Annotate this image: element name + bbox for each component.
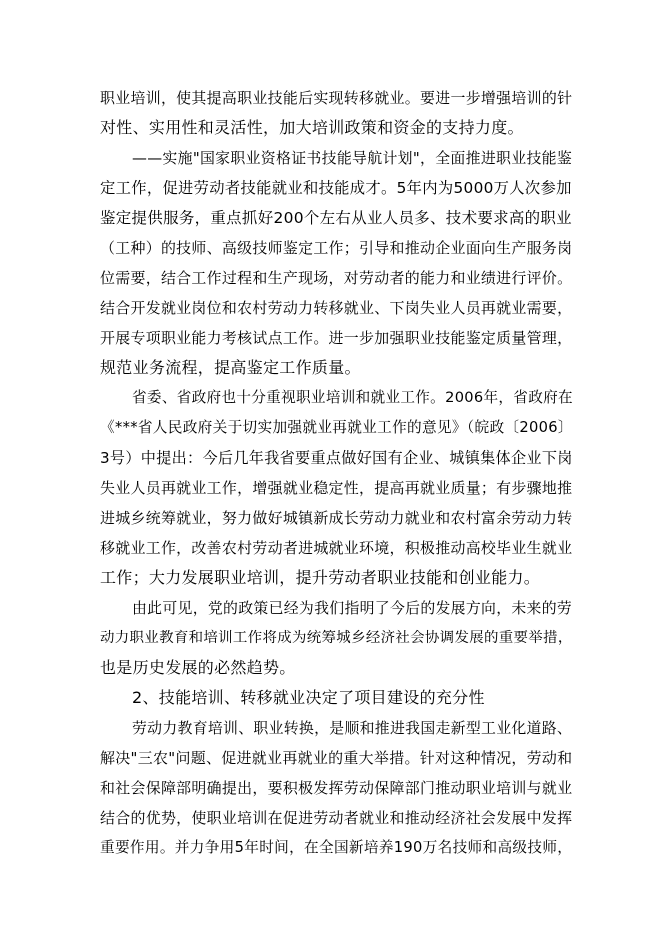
text-line: 结合开发就业岗位和农村劳动力转移就业、下岗失业人员再就业需要， xyxy=(100,299,573,317)
text-line: 解决"三农"问题、促进就业再就业的重大举措。针对这种情况，劳动和 xyxy=(100,749,573,767)
text-line: 《***省人民政府关于切实加强就业再就业工作的意见》（皖政〔2006〕 xyxy=(100,419,573,436)
text-line: 定工作，促进劳动者技能就业和技能成才。5年内为5000万人次参加 xyxy=(100,179,572,197)
text-line: 开展专项职业能力考核试点工作。进一步加强职业技能鉴定质量管理， xyxy=(100,329,573,347)
text-line: 劳动力教育培训、职业转换，是顺和推进我国走新型工业化道路、 xyxy=(132,719,573,737)
text-line: 位需要，结合工作过程和生产现场，对劳动者的能力和业绩进行评价。 xyxy=(100,269,573,287)
text-line: 动力职业教育和培训工作将成为统筹城乡经济社会协调发展的重要举措， xyxy=(100,630,573,646)
text-line: 进城乡统筹就业，努力做好城镇新成长劳动力就业和农村富余劳动力转 xyxy=(100,509,573,527)
text-line: 失业人员再就业工作，增强就业稳定性，提高再就业质量；有步骤地推 xyxy=(100,479,573,497)
text-line: 规范业务流程，提高鉴定工作质量。 xyxy=(100,358,361,377)
text-line: ——实施"国家职业资格证书技能导航计划"，全面推进职业技能鉴 xyxy=(132,149,573,167)
text-line: 结合的优势，使职业培训在促进劳动者就业和推动经济社会发展中发挥 xyxy=(100,809,573,827)
text-line: 工作；大力发展职业培训，提升劳动者职业技能和创业能力。 xyxy=(100,568,541,587)
text-line: 鉴定提供服务，重点抓好200个左右从业人员多、技术要求高的职业 xyxy=(100,209,572,227)
text-line: 重要作用。并力争用5年时间，在全国新培养190万名技师和高级技师， xyxy=(100,839,573,856)
text-line: 省委、省政府也十分重视职业培训和就业工作。2006年，省政府在 xyxy=(132,389,573,406)
text-line: 3号）中提出：今后几年我省要重点做好国有企业、城镇集体企业下岗 xyxy=(100,449,573,467)
section-heading: 2、技能培训、转移就业决定了项目建设的充分性 xyxy=(132,688,485,707)
text-line: 由此可见，党的政策已经为我们指明了今后的发展方向，未来的劳 xyxy=(132,599,573,617)
text-line: （工种）的技师、高级技师鉴定工作；引导和推动企业面向生产服务岗 xyxy=(100,239,573,257)
text-line: 职业培训，使其提高职业技能后实现转移就业。要进一步增强培训的针 xyxy=(100,89,573,107)
text-line: 也是历史发展的必然趋势。 xyxy=(100,658,296,677)
text-line: 移就业工作，改善农村劳动者进城就业环境，积极推动高校毕业生就业 xyxy=(100,539,573,557)
text-line: 对性、实用性和灵活性，加大培训政策和资金的支持力度。 xyxy=(100,118,524,137)
text-line: 和社会保障部明确提出，要积极发挥劳动保障部门推动职业培训与就业 xyxy=(100,779,573,797)
